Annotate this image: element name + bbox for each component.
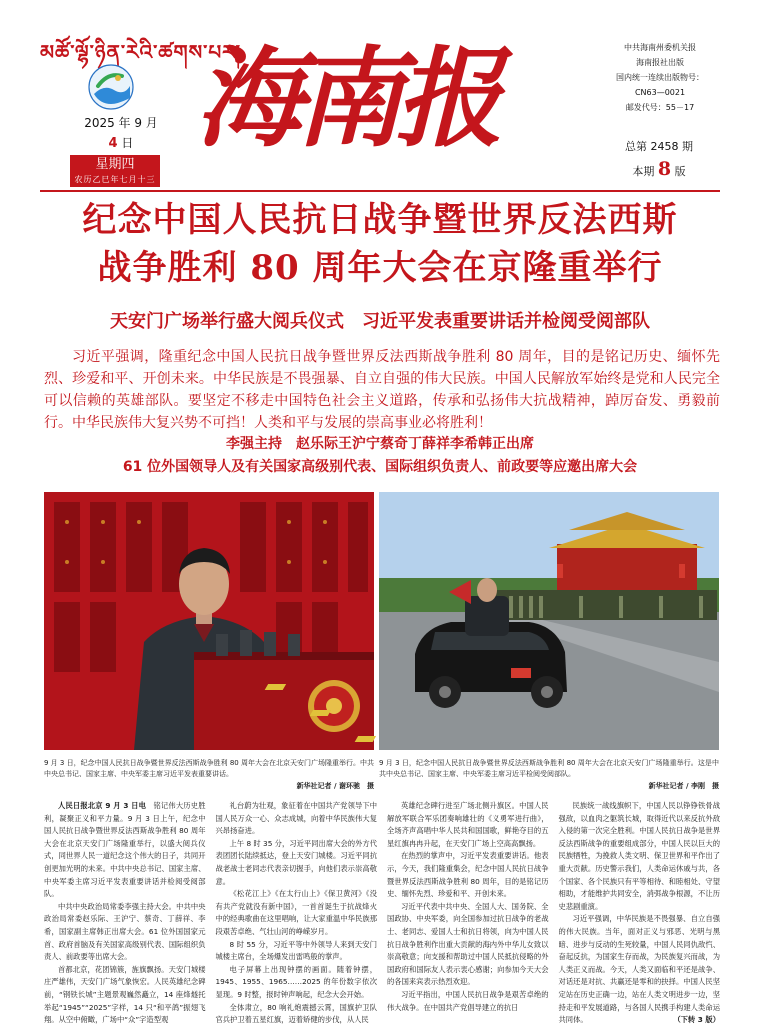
newspaper-logo-icon [88,64,134,110]
article-dateline: 人民日报北京 9 月 3 日电 [58,801,147,810]
tibetan-title: མཚོ་ལྷོ་ཉིན་རེའི་ཚགས་པར། [40,40,242,64]
invited-line: 61 位外国领导人及有关国家高级别代表、国际组织负责人、前政要等应邀出席大会 [122,459,638,475]
article-text: 中共中央政治局常委李强主持大会。中共中央政治局常委赵乐际、王沪宁、蔡奇、丁薛祥、李希，国家副主席韩正出席大会。61 位外国国家元首、政府首脑及有关国家高级别代表、国际组织负责人、前政要等出席大会。 [44,901,206,962]
article-text: 全体肃立，80 响礼炮震撼云霄，国旗护卫队官兵护卫着五星红旗，迈着矫健的步伐，从人民 [215,1002,377,1025]
date-day-number: 4 [108,136,118,151]
photo-credit: 新华社记者 / 李刚 摄 [648,782,719,790]
article-column-3 [387,800,549,1010]
date-day-unit: 日 [121,136,134,150]
parade-photo-image [379,492,719,750]
masthead [0,0,759,190]
article-text: 英雄纪念碑行进至广场北侧升旗区。中国人民解放军联合军乐团奏响雄壮的《义勇军进行曲》，全场齐声高唱中华人民共和国国歌，鲜艳夺目的五星红旗冉冉升起，在天安门广场上空高高飘扬。 [387,801,549,848]
article-text: 上午 8 时 35 分，习近平同出席大会的外方代表团团长陆续抵达，登上天安门城楼。习近平同抗战老战士老同志代表亲切握手，向他们表示崇高敬意。 [215,838,377,886]
date-day [76,134,166,151]
issue-number [604,136,714,183]
presided-line: 李强主持 赵乐际王沪宁蔡奇丁薛祥李希韩正出席 [226,436,534,452]
headline-line-1: 纪念中国人民抗日战争暨世界反法西斯 [82,200,678,240]
article-text: 礼台蔚为壮观，象征着在中国共产党领导下中国人民万众一心、众志成城，向着中华民族伟大复兴昂扬奋进。 [215,801,377,836]
issue-pages [604,158,714,183]
weekday-label: 星期四 [95,157,135,172]
issue-total: 总第 2458 期 [625,140,693,153]
continued-marker[interactable]: （下转 3 版） [673,1015,720,1025]
photo-caption-2 [379,758,719,792]
masthead-divider [40,190,720,192]
article-text: 电子屏幕上出现钟摆的画面。随着钟摆，1945、1955、1965……2025 的年份数字依次显现。9 时整，报时钟声响起，纪念大会开始。 [215,964,377,999]
pub-line: 邮发代号：55－17 [625,103,695,112]
weekday-box [70,155,160,187]
newspaper-title [195,34,504,164]
article-text: 铭记伟大历史胜利，凝聚正义和平力量。9 月 3 日上午，纪念中国人民抗日战争暨世界反法西斯战争胜利 80 周年大会在北京天安门广场隆重举行，以盛大阅兵仪式，同世界人民一道纪念这个伟大的日子，共同开创更加光明的未来。中共中央总书记、国家主席、中央军委主席习近平发表重要讲话并检阅受阅部队。 [44,801,206,899]
issue-date [76,114,166,151]
pub-line: 国内统一连续出版物号： [616,73,704,82]
lead-paragraph: 习近平强调，隆重纪念中国人民抗日战争暨世界反法西斯战争胜利 80 周年，目的是铭记历史、缅怀先烈、珍爱和平、开创未来。中华民族是不畏强暴、自立自强的伟大民族。中国人民解放军始终是党和人民完全可以信赖的英雄部队。要坚定不移走中国特色社会主义道路，传承和弘扬伟大抗战精神，踔厉奋发、勇毅前行。中华民族伟大复兴势不可挡！人类和平与发展的崇高事业必将胜利！ [44,349,720,431]
article-text: 习近平代表中共中央、全国人大、国务院、全国政协、中央军委，向全国参加过抗日战争的老战士、老同志、爱国人士和抗日将领，向为中国人民抗日战争胜利作出重大贡献的海内外中华儿女致以崇高敬意；向支援和帮助过中国人民抵抗侵略的外国政府和国际友人表示衷心感谢；向参加今天大会的各国来宾表示热烈欢迎。 [387,901,549,987]
article-text: 首都北京，花团锦簇，旌旗飘扬。天安门城楼庄严雄伟，天安门广场气象恢宏。人民英雄纪念碑前，“钢铁长城”主题景观巍然矗立，14 座烽燧托举起“1945”“2025”字样，14 只“和平鸽”振翅飞翔。从空中俯瞰，广场中“众”字造型观 [44,964,206,1025]
caption-text: 9 月 3 日，纪念中国人民抗日战争暨世界反法西斯战争胜利 80 周年大会在北京天安门广场隆重举行。这是中共中央总书记、国家主席、中央军委主席习近平检阅受阅部队。 [379,759,719,778]
issue-pages-number: 8 [657,158,672,180]
pub-line: CN63—0021 [634,88,686,97]
subheadline: 天安门广场举行盛大阅兵仪式 习近平发表重要讲话并检阅受阅部队 [110,311,650,332]
title-char-2: 南 [295,36,404,162]
article-column-4 [558,800,721,1025]
article-text: 民族统一战线旗帜下，中国人民以铮铮铁骨战强敌，以血肉之躯筑长城，取得近代以来反抗外敌入侵的第一次完全胜利。中国人民抗日战争是世界反法西斯战争的重要组成部分，中国人民以巨大的民族牺牲，为挽救人类文明、保卫世界和平作出了重大贡献。历史警示我们，人类命运休戚与共，各个国家、各个民族只有平等相待、和睦相处、守望相助，才能维护共同安全，消弭战争根源，不让历史悲剧重演。 [558,801,720,911]
article-text: 《松花江上》《在太行山上》《保卫黄河》《没有共产党就没有新中国》，一首首诞生于抗战烽火中的经典歌曲在这里唱响，让大家重温中华民族那段艰苦卓绝、气壮山河的峥嵘岁月。 [215,889,377,936]
photo-credit: 新华社记者 / 谢环驰 摄 [296,782,374,790]
article-column-2 [215,800,378,1025]
main-headline [40,196,720,292]
caption-text: 9 月 3 日，纪念中国人民抗日战争暨世界反法西斯战争胜利 80 周年大会在北京天安门广场隆重举行。中共中央总书记、国家主席、中央军委主席习近平发表重要讲话。 [44,759,374,778]
pub-line: 海南报社出版 [636,58,684,67]
article-body [44,800,720,1025]
lunar-date: 农历乙巳年七月十三 [74,175,156,184]
headline-line-2: 战争胜利 80 周年大会在京隆重举行 [97,248,663,288]
photo-parade [379,492,719,750]
publication-info [575,40,745,115]
title-char-1: 海 [195,36,304,162]
article-text: 在热烈的掌声中，习近平发表重要讲话。他表示，今天，我们隆重集会，纪念中国人民抗日战争暨世界反法西斯战争胜利 80 周年，目的是铭记历史、缅怀先烈、珍爱和平、开创未来。 [387,851,549,899]
issue-pages-suffix: 版 [674,165,686,178]
date-year-month: 2025 年 9 月 [84,116,158,130]
issue-pages-prefix: 本期 [632,165,655,178]
article-text: 习近平指出，中国人民抗日战争是艰苦卓绝的伟大战争。在中国共产党倡导建立的抗日 [387,989,549,1012]
title-char-3: 报 [395,36,504,162]
photo-caption-1 [44,758,374,792]
article-text: 8 时 55 分，习近平等中外领导人来到天安门城楼主席台，全场爆发出雷鸣般的掌声。 [215,939,377,962]
article-text: 习近平强调，中华民族是不畏强暴、自立自强的伟大民族。当年，面对正义与邪恶、光明与黑暗、进步与反动的生死较量，中国人民同仇敌忾、奋起反抗，为国家生存而战，为民族复兴而战，为人类正义而战。今天，人类又面临和平还是战争、对话还是对抗、共赢还是零和的抉择。中国人民坚定站在历史正确一边，站在人类文明进步一边，坚持走和平发展道路，与各国人民携手构建人类命运共同体。 [558,914,720,1025]
article-column-1 [44,800,206,1025]
pub-line: 中共海南州委机关报 [624,43,696,52]
